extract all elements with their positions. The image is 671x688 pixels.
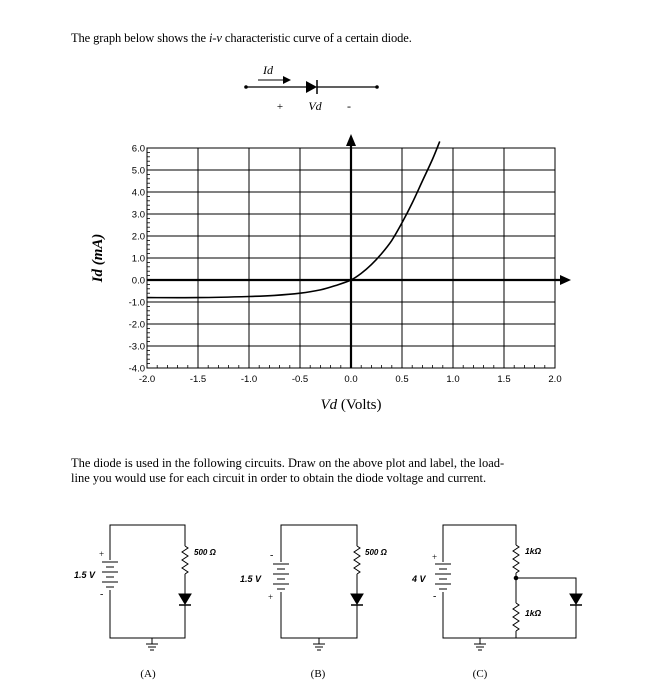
circuit-b-source-label: 1.5 V (240, 574, 262, 584)
y-tick-label: 0.0 (131, 275, 145, 287)
diode-terminal-right (375, 85, 379, 89)
y-tick-label: 3.0 (131, 209, 145, 221)
circuit-c-resistor-top (513, 545, 519, 573)
circuit-b (273, 525, 363, 650)
question-intro-prefix: The graph below shows the (71, 31, 209, 45)
question-task-line2: line you would use for each circuit in order to obtain the diode voltage and current. (71, 471, 487, 485)
x-tick-label: 2.0 (548, 374, 562, 385)
y-tick-label: -3.0 (128, 341, 145, 353)
circuit-b-resistor-label: 500 Ω (365, 548, 387, 557)
y-tick-label: 5.0 (131, 165, 145, 177)
x-tick-label: 0.5 (395, 374, 409, 385)
circuit-c-source-label: 4 V (412, 574, 426, 584)
x-tick-label: 1.0 (446, 374, 460, 385)
y-tick-label: -1.0 (128, 297, 145, 309)
circuit-a-minus: - (100, 589, 104, 600)
y-tick-label: 1.0 (131, 253, 145, 265)
circuit-c-wire-bottom (443, 592, 516, 638)
y-axis-title: Id (mA) (90, 233, 106, 283)
circuit-c-label: (C) (472, 668, 488, 680)
x-tick-label: 1.5 (497, 374, 511, 385)
circuit-a-wire-bottom (110, 590, 185, 638)
circuit-b-plus: + (268, 592, 274, 602)
circuit-c-diode-triangle (570, 594, 582, 604)
question-task (71, 456, 591, 486)
y-tick-label: 6.0 (131, 143, 145, 155)
iv-chart (90, 134, 571, 413)
x-tick-label: -1.0 (240, 374, 258, 385)
question-intro-suffix: characteristic curve of a certain diode. (221, 31, 412, 45)
x-tick-label: -1.5 (189, 374, 207, 385)
circuit-c (435, 525, 582, 650)
circuit-c-wire-branch (516, 578, 576, 594)
circuit-b-minus: - (270, 550, 274, 561)
x-tick-label: 0.0 (344, 374, 358, 385)
circuit-c-node (514, 576, 518, 580)
circuit-b-resistor (354, 546, 360, 574)
circuit-a-diode-triangle (179, 594, 191, 604)
circuit-b-wire-bottom (281, 592, 357, 638)
circuit-c-wire-top (443, 525, 516, 562)
y-tick-label: -4.0 (128, 363, 145, 375)
question-task-line1: The diode is used in the following circuits. Draw on the above plot and label, the load- (71, 456, 505, 470)
circuit-c-resistor-top-label: 1kΩ (525, 546, 542, 556)
x-tick-label: -0.5 (291, 374, 309, 385)
circuit-c-minus: - (433, 591, 437, 602)
circuit-a-wire-top (110, 525, 185, 560)
id-current-label: Id (263, 63, 273, 77)
x-tick-labels (139, 374, 562, 385)
x-tick-label: -2.0 (138, 374, 156, 385)
y-tick-labels (129, 144, 145, 375)
circuit-c-resistor-bottom (513, 603, 519, 631)
y-tick-label: -2.0 (128, 319, 145, 331)
circuit-a-resistor-label: 500 Ω (194, 548, 216, 557)
circuit-b-diode-triangle (351, 594, 363, 604)
question-intro-iv: i-v (209, 31, 222, 45)
y-axis-arrow (346, 134, 356, 146)
circuit-b-wire-top (281, 525, 357, 562)
vd-label: Vd (308, 99, 322, 113)
diode-triangle (306, 81, 317, 93)
circuit-a (102, 525, 191, 650)
circuit-c-plus: + (432, 552, 438, 562)
circuit-b-label: (B) (310, 668, 326, 680)
x-axis-title-rest: (Volts) (337, 397, 382, 413)
vd-plus: + (276, 101, 284, 113)
x-axis-arrow (560, 275, 571, 285)
x-axis-title (321, 397, 382, 413)
circuit-a-plus: + (99, 549, 105, 559)
vd-minus: - (347, 99, 351, 113)
diode-iv-curve (147, 141, 440, 297)
y-tick-label: 2.0 (131, 231, 145, 243)
circuit-a-source-label: 1.5 V (74, 570, 96, 580)
circuit-c-resistor-bottom-label: 1kΩ (525, 608, 542, 618)
diode-terminal-left (244, 85, 248, 89)
circuit-a-label: (A) (140, 668, 156, 680)
circuit-a-resistor (182, 546, 188, 574)
x-axis-title-em: Vd (320, 397, 338, 413)
y-tick-label: 4.0 (131, 187, 145, 199)
diode-symbol (244, 63, 379, 113)
